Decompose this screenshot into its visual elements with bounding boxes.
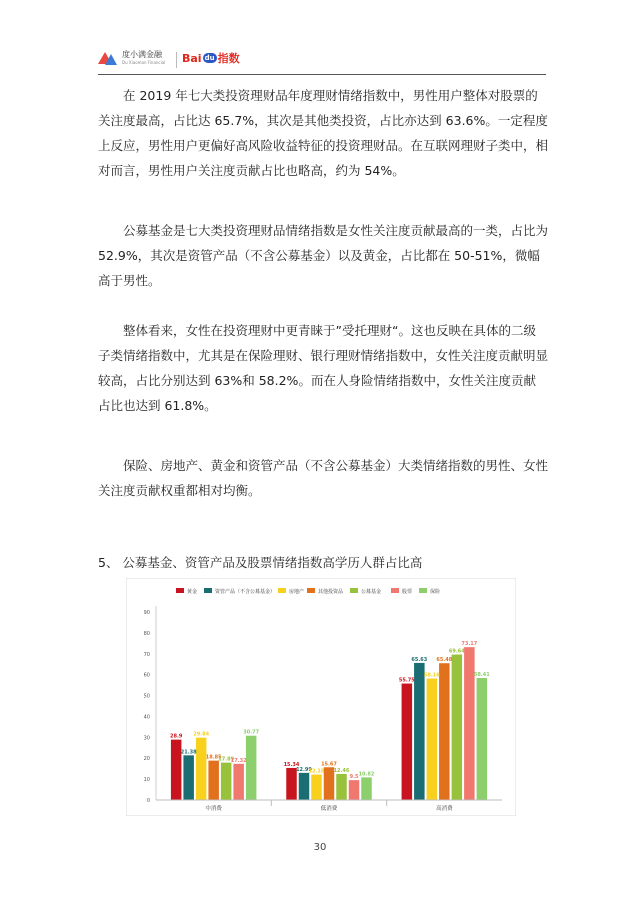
- paragraph-4: 保险、房地产、黄金和资管产品（不含公募基金）大类情绪指数的男性、女性关注度贡献权重都相对均衡。: [98, 458, 549, 498]
- bar-value-label: 18.85: [205, 754, 222, 761]
- bar-value-label: 15.34: [283, 761, 300, 768]
- y-tick-label: 20: [143, 756, 150, 763]
- legend-swatch: [391, 588, 399, 593]
- duxiaoman-logo-subtitle: Du Xiaoman Financial: [122, 60, 166, 65]
- bar: [299, 773, 310, 800]
- page-number: 30: [313, 842, 327, 853]
- bar: [439, 663, 450, 800]
- page-header: [98, 44, 546, 75]
- legend-swatch: [204, 588, 212, 593]
- bar-value-label: 15.67: [321, 761, 337, 768]
- bar-value-label: 65.63: [411, 656, 428, 663]
- bar: [349, 780, 360, 800]
- bar: [221, 763, 232, 800]
- y-tick-label: 60: [143, 672, 150, 679]
- y-tick-label: 90: [143, 610, 150, 616]
- x-category-label: 低消费: [320, 806, 338, 812]
- bar: [402, 684, 413, 800]
- legend-label: 股票: [402, 589, 413, 595]
- bar-chart: [126, 578, 516, 816]
- bar-value-label: 9.5: [349, 774, 359, 781]
- bar-value-label: 10.82: [358, 771, 375, 778]
- bar-value-label: 30.77: [243, 729, 260, 736]
- bar-value-label: 12.18: [308, 768, 325, 775]
- paragraph-3: 整体看来，女性在投资理财中更青睐于”受托理财“。这也反映在具体的二级子类情绪指数中，尤其是在保险理财、银行理财情绪指数中，女性关注度贡献明显较高，占比分别达到 63%和 58.2%。而在人身险情绪指数中，女性关注度贡献占比也达到 61.8%。: [98, 323, 549, 413]
- y-tick-label: 0: [146, 798, 150, 804]
- bar-value-label: 17.32: [230, 757, 247, 764]
- bar: [208, 761, 219, 800]
- duxiaoman-logo-name: 度小满金融: [122, 50, 162, 59]
- bar: [452, 655, 463, 800]
- baidu-logo-index: 指数: [217, 52, 240, 65]
- bar-value-label: 58.16: [423, 672, 440, 679]
- bar-value-label: 29.84: [193, 731, 210, 738]
- bar: [233, 764, 244, 800]
- legend-label: 保险: [430, 589, 441, 595]
- legend-label: 公募基金: [361, 589, 382, 595]
- bar: [183, 755, 194, 800]
- baidu-paw-icon: du: [204, 54, 215, 62]
- legend-label: 黄金: [187, 589, 198, 595]
- bar: [246, 736, 257, 800]
- x-category-label: 高消费: [436, 806, 453, 812]
- y-tick-label: 30: [143, 735, 150, 742]
- baidu-index-logo: [182, 50, 240, 66]
- bar-value-label: 55.75: [398, 677, 415, 684]
- section-title: 5、 公募基金、资管产品及股票情绪指数高学历人群占比高: [98, 555, 423, 570]
- bar-value-label: 12.46: [333, 767, 350, 774]
- y-tick-label: 40: [143, 714, 150, 721]
- bar: [361, 777, 372, 800]
- bar-value-label: 65.48: [436, 657, 453, 664]
- bar: [311, 775, 322, 800]
- duxiaoman-logo: [98, 50, 165, 66]
- legend-swatch: [176, 588, 184, 593]
- baidu-logo-bai: Bai: [182, 51, 202, 65]
- legend-label: 资管产品（不含公募基金）: [215, 589, 276, 595]
- logo-separator: [176, 52, 177, 68]
- legend-swatch: [419, 588, 427, 593]
- y-tick-label: 50: [143, 693, 150, 700]
- bar-value-label: 58.41: [473, 671, 490, 678]
- legend-swatch: [350, 588, 358, 593]
- legend-swatch: [307, 588, 315, 593]
- y-tick-label: 70: [143, 651, 150, 658]
- legend-label: 其他投资品: [318, 589, 344, 595]
- bar: [477, 678, 488, 800]
- bar-value-label: 17.89: [218, 756, 235, 763]
- legend-swatch: [278, 588, 286, 593]
- bar: [414, 663, 425, 800]
- bar-value-label: 12.99: [296, 766, 312, 773]
- duxiaoman-logo-mark-icon: [98, 50, 118, 66]
- bar: [196, 738, 207, 800]
- bar-value-label: 28.9: [169, 733, 183, 740]
- bar-value-label: 73.17: [461, 641, 478, 648]
- x-category-label: 中消费: [205, 806, 222, 812]
- bar-value-label: 69.64: [448, 648, 465, 655]
- paragraph-2: 公募基金是七大类投资理财品情绪指数是女性关注度贡献最高的一类，占比为 52.9%，其次是资管产品（不含公募基金）以及黄金，占比都在 50-51%，微幅高于男性。: [98, 223, 549, 288]
- legend-label: 房地产: [289, 589, 305, 595]
- y-tick-label: 80: [143, 630, 150, 637]
- bar: [427, 679, 438, 800]
- paragraph-1: 在 2019 年七大类投资理财品年度理财情绪指数中，男性用户整体对股票的关注度最高，占比达 65.7%，其次是其他类投资，占比亦达到 63.6%。一定程度上反应，男性用户更偏好高风险收益特征的投资理财品。在互联网理财子类中，相对而言，男性用户关注度贡献占比也略高，约为 54%。: [98, 88, 549, 178]
- bar: [336, 774, 347, 800]
- y-tick-label: 10: [143, 777, 150, 784]
- bar: [464, 647, 475, 800]
- bar-value-label: 21.38: [180, 749, 197, 756]
